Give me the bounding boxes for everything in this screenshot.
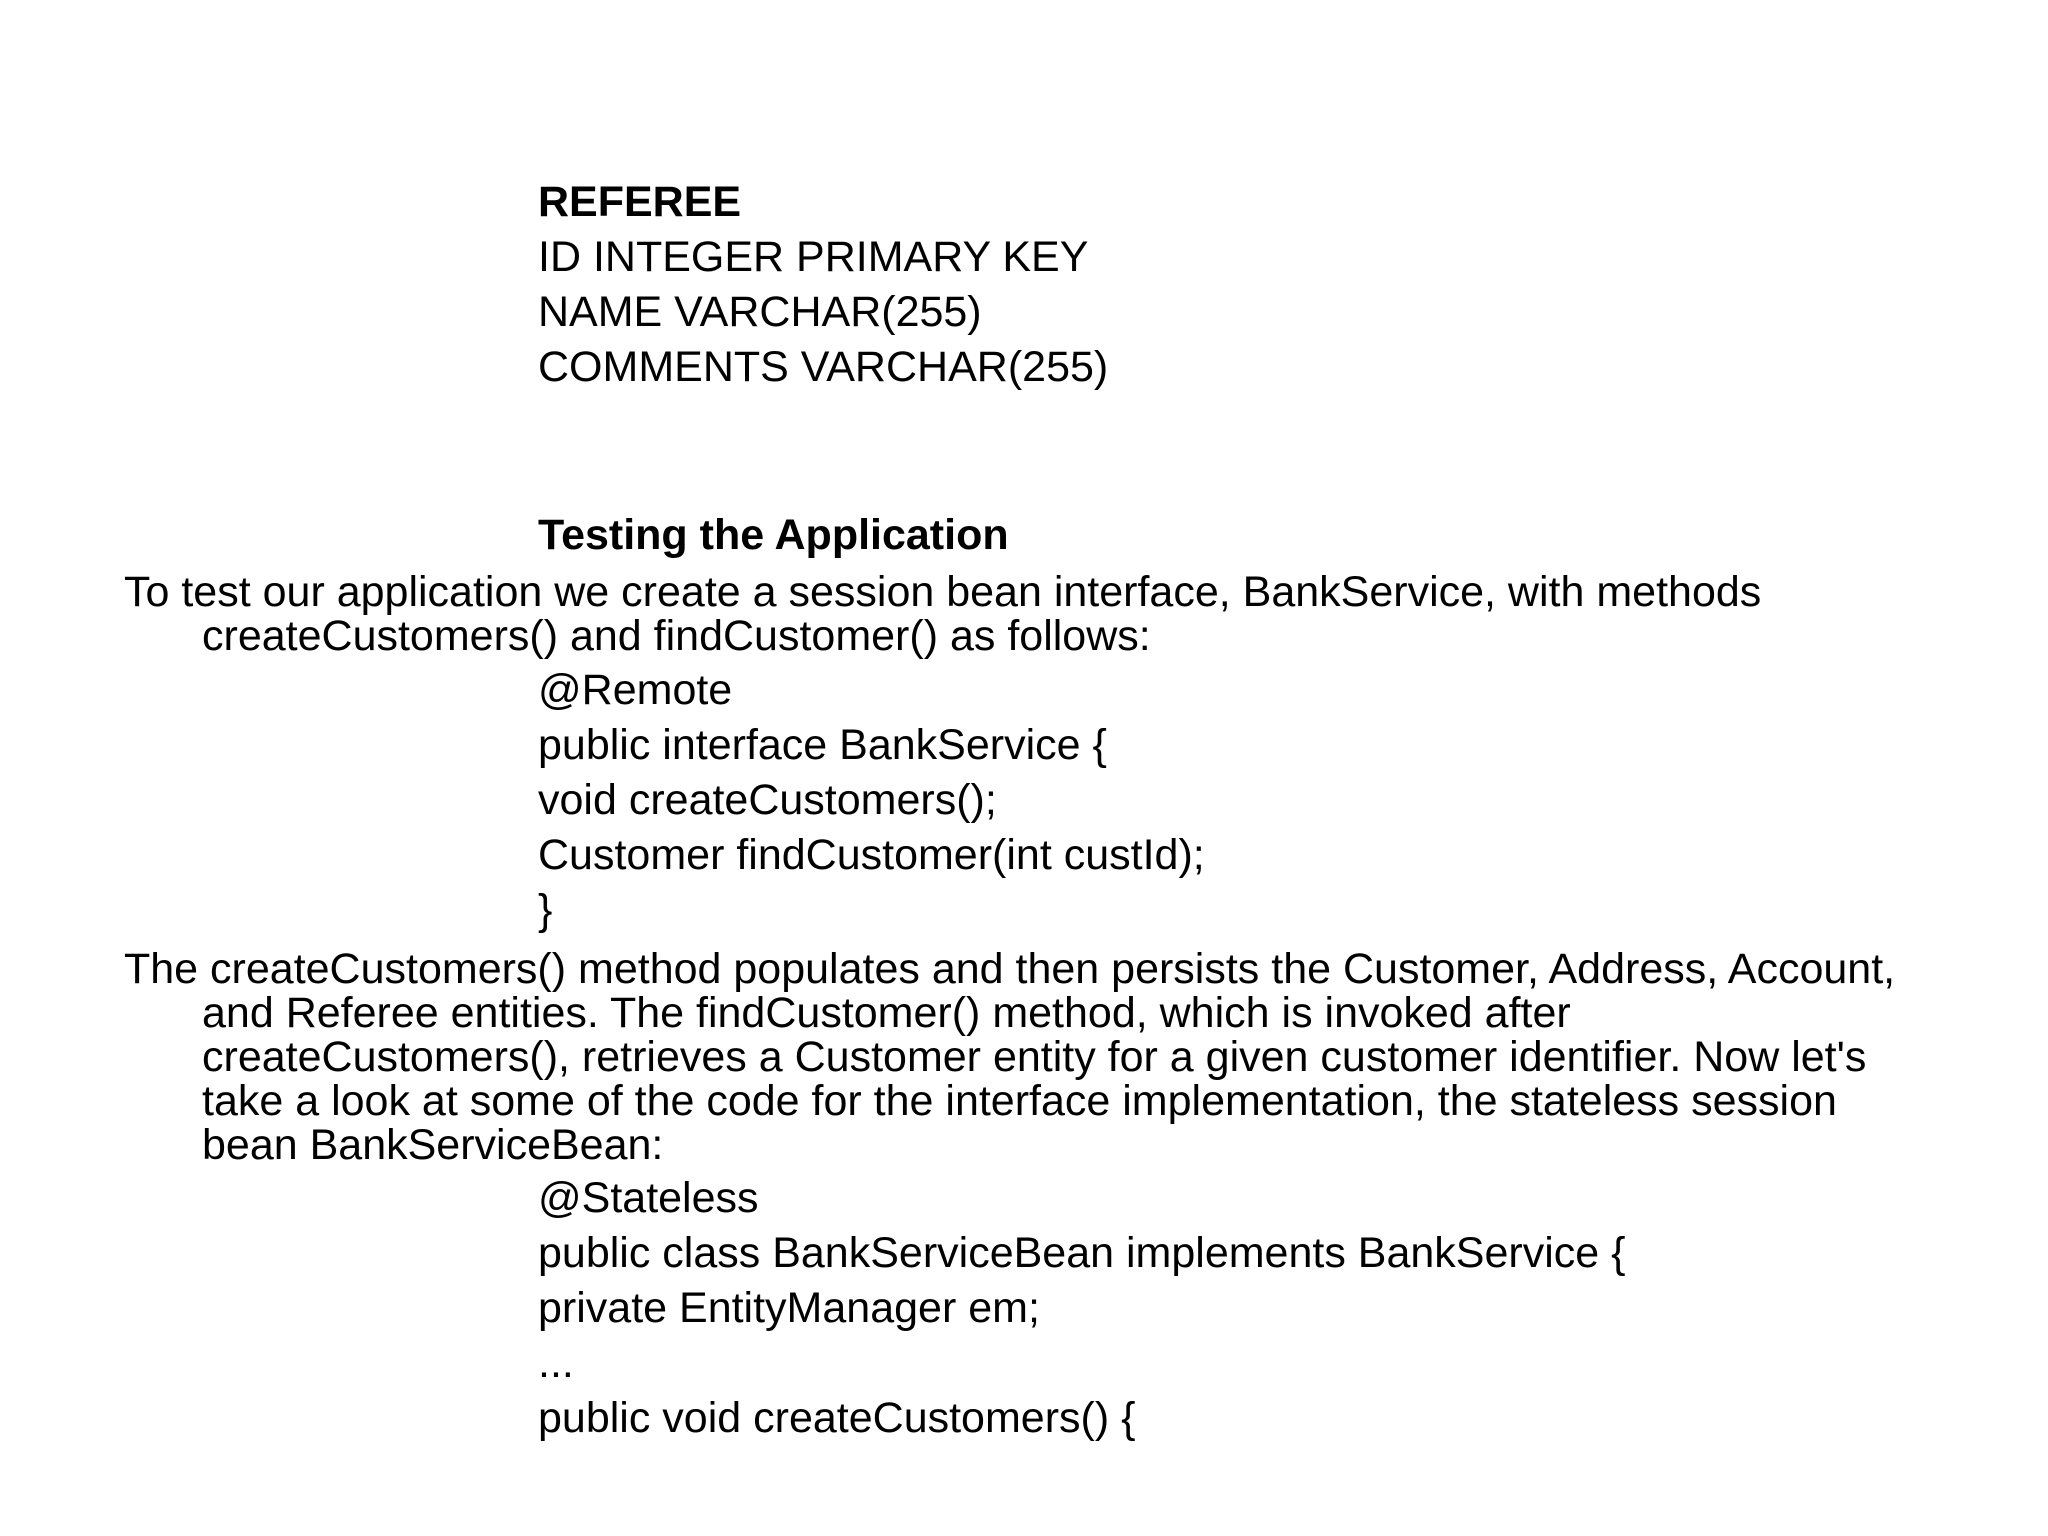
referee-table-definition	[538, 175, 1108, 395]
code-block-bean	[538, 1171, 1625, 1446]
intro-paragraph: To test our application we create a session bean interface, BankService, with methods createCustomers() and findCustomer() as follows:	[124, 568, 1762, 660]
code-line: public void createCustomers() {	[538, 1394, 1136, 1442]
code-line: @Remote	[538, 666, 733, 714]
table-title: REFEREE	[538, 178, 742, 226]
table-column-id: ID INTEGER PRIMARY KEY	[538, 233, 1089, 281]
code-line: private EntityManager em;	[538, 1284, 1040, 1332]
table-column-name: NAME VARCHAR(255)	[538, 288, 982, 336]
code-block-interface	[538, 663, 1205, 938]
code-line: void createCustomers();	[538, 776, 997, 824]
code-line: public interface BankService {	[538, 721, 1107, 769]
code-line: public class BankServiceBean implements BankService {	[538, 1229, 1626, 1277]
code-line: @Stateless	[538, 1174, 759, 1222]
code-line: }	[538, 886, 553, 934]
code-line: Customer findCustomer(int custId);	[538, 831, 1205, 879]
section-heading: Testing the Application	[538, 511, 1009, 559]
table-column-comments: COMMENTS VARCHAR(255)	[538, 343, 1109, 391]
explanation-paragraph: The createCustomers() method populates and then persists the Customer, Address, Account, and Referee entities. The findCustomer() method, which is invoked after createCustomers(), retrieves a Customer entity for a given customer identifier. Now let's take a look at some of the code for the interface implementation, the stateless session bean BankServiceBean:	[124, 945, 1896, 1169]
code-line: ...	[538, 1339, 574, 1387]
